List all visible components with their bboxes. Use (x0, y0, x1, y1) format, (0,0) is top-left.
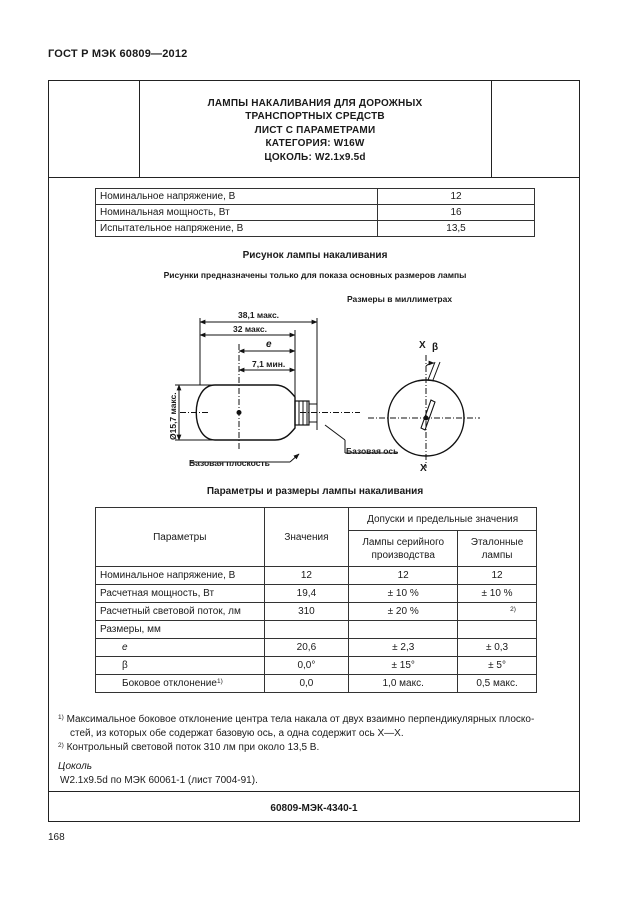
table-row (96, 621, 537, 639)
param-reference: 12 (458, 567, 537, 585)
param-value: 310 (264, 603, 349, 621)
param-value: 12 (264, 567, 349, 585)
label-base-plane: Базовая плоскость (189, 458, 270, 468)
footer-separator (49, 791, 579, 792)
bulb-outline (196, 385, 295, 440)
dims-label: Размеры, мм (96, 621, 265, 639)
table-row (96, 189, 535, 205)
standard-code: ГОСТ Р МЭК 60809—2012 (48, 48, 188, 60)
dim-name-text: Боковое отклонение (122, 678, 217, 689)
header-line-2: ТРАНСПОРТНЫХ СРЕДСТВ (245, 111, 385, 123)
dim-name: e (96, 639, 265, 657)
param-reference: ± 10 % (458, 585, 537, 603)
dim-reference: ± 5° (458, 657, 537, 675)
rated-label: Номинальное напряжение, В (96, 189, 378, 205)
rated-values-table (95, 188, 535, 237)
header-divider-right (491, 81, 492, 177)
dim-value: 0,0° (264, 657, 349, 675)
param-name: Расчетный световой поток, лм (96, 603, 265, 621)
footnote-2-text: Контрольный световой поток 310 лм при около 13,5 В. (66, 742, 320, 753)
cap-title: Цоколь (58, 761, 93, 772)
dim-reference: 0,5 макс. (458, 675, 537, 693)
footnote-1 (58, 713, 573, 727)
dim-name (96, 675, 265, 693)
footnote-1-mark: 1) (58, 714, 64, 721)
end-view-center-mark (424, 416, 429, 421)
page-number: 168 (48, 832, 65, 843)
dim-serial: ± 2,3 (349, 639, 458, 657)
rated-label: Номинальная мощность, Вт (96, 205, 378, 221)
sheet-code: 60809-МЭК-4340-1 (270, 803, 358, 814)
params-table-title: Параметры и размеры лампы накаливания (206, 486, 424, 497)
header-line-1: ЛАМПЫ НАКАЛИВАНИЯ ДЛЯ ДОРОЖНЫХ (207, 98, 423, 109)
dim-value: 0,0 (264, 675, 349, 693)
footnote-2-mark: 2) (58, 742, 64, 749)
dim-diameter: Ø15,7 макс. (168, 392, 178, 440)
param-name: Расчетная мощность, Вт (96, 585, 265, 603)
head-reference: Эталонные лампы (458, 531, 537, 567)
head-values: Значения (264, 508, 349, 567)
figure-note: Рисунки предназначены только для показа основных размеров лампы (163, 270, 467, 280)
dim-name: β (96, 657, 265, 675)
label-x-top: X (419, 340, 426, 351)
label-x-bottom: X (420, 463, 427, 474)
table-row (96, 603, 537, 621)
empty-cell (458, 621, 537, 639)
params-table (95, 507, 537, 693)
param-reference-footnote: 2) (458, 603, 537, 621)
header-separator (49, 177, 579, 178)
dim-serial: 1,0 макс. (349, 675, 458, 693)
lamp-drawing (150, 300, 480, 480)
param-value: 19,4 (264, 585, 349, 603)
head-params: Параметры (96, 508, 265, 567)
header-line-3: ЛИСТ С ПАРАМЕТРАМИ (254, 124, 376, 136)
sheet-header (139, 81, 491, 177)
dim-e: e (266, 339, 272, 350)
table-row (96, 585, 537, 603)
cap-text: W2.1x9.5d по МЭК 60061-1 (лист 7004-91). (60, 775, 258, 786)
footnote-2 (58, 741, 573, 755)
head-serial: Лампы серийного производства (349, 531, 458, 567)
dim-serial: ± 15° (349, 657, 458, 675)
filament-center-mark (237, 410, 242, 415)
table-row (96, 205, 535, 221)
param-serial: ± 10 % (349, 585, 458, 603)
dim-7-1-min: 7,1 мин. (252, 359, 286, 369)
empty-cell (264, 621, 349, 639)
dim-reference: ± 0,3 (458, 639, 537, 657)
rated-value: 13,5 (378, 221, 535, 237)
label-base-axis: Базовая ось (346, 446, 399, 456)
table-row (96, 221, 535, 237)
rated-label: Испытательное напряжение, В (96, 221, 378, 237)
dim-overall-length: 38,1 макс. (238, 310, 280, 320)
footnote-ref: 1) (216, 678, 223, 685)
empty-cell (349, 621, 458, 639)
figure-title: Рисунок лампы накаливания (242, 250, 388, 261)
figure-units: Размеры в миллиметрах (347, 294, 453, 304)
table-row (96, 567, 537, 585)
param-serial: ± 20 % (349, 603, 458, 621)
param-serial: 12 (349, 567, 458, 585)
head-tolerances: Допуски и предельные значения (349, 508, 537, 531)
table-row (96, 639, 537, 657)
header-category: КАТЕГОРИЯ: W16W (265, 138, 365, 150)
param-name: Номинальное напряжение, В (96, 567, 265, 585)
rated-value: 16 (378, 205, 535, 221)
header-cap: ЦОКОЛЬ: W2.1x9.5d (264, 151, 366, 163)
dim-value: 20,6 (264, 639, 349, 657)
footnote-1-line-2: стей, из которых обе содержат базовую ось, а одна содержит ось X—X. (70, 728, 404, 739)
table-header-row (96, 508, 537, 531)
footnote-1-line-1: Максимальное боковое отклонение центра тела накала от двух взаимно перпендикулярных плоско- (66, 714, 535, 725)
label-beta: β (432, 342, 439, 353)
table-row (96, 675, 537, 693)
rated-value: 12 (378, 189, 535, 205)
table-row (96, 657, 537, 675)
dim-32-max: 32 макс. (233, 324, 267, 334)
